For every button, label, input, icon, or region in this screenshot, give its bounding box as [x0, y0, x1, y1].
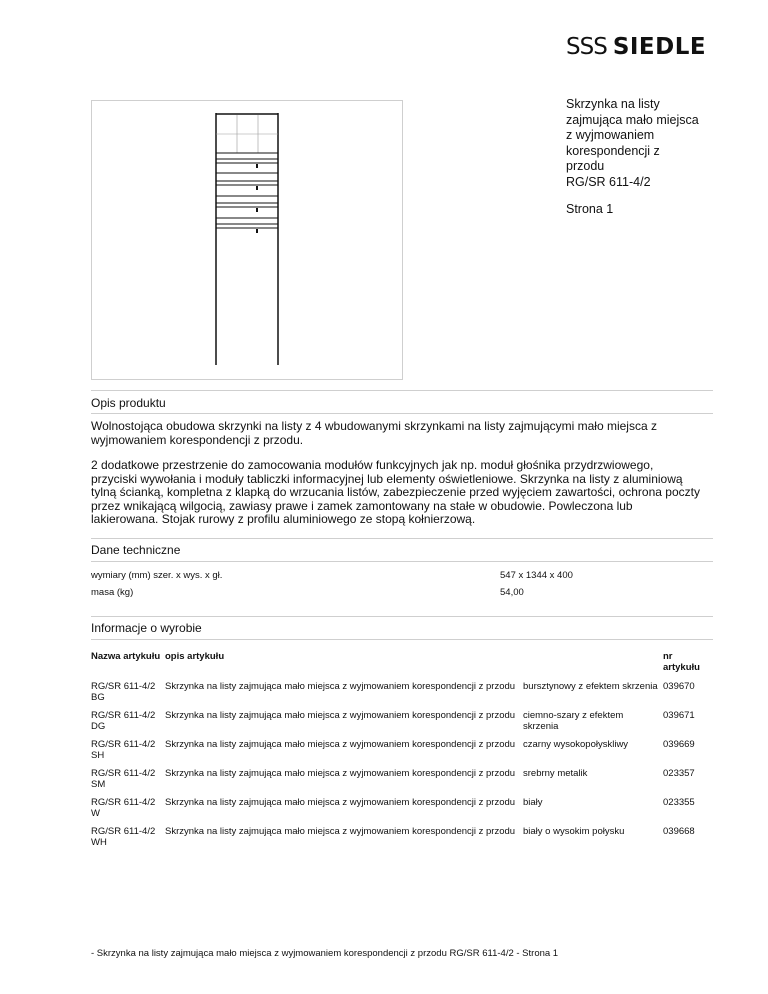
product-title-block [566, 97, 746, 218]
item-description: Skrzynka na listy zajmująca mało miejsca z wyjmowaniem korespondencji z przodu [165, 768, 516, 779]
section-title-description: Opis produktu [91, 396, 166, 410]
divider [91, 413, 713, 414]
product-title-line: Skrzynka na listy [566, 97, 660, 111]
page-label: Strona 1 [566, 202, 614, 216]
item-number: 039668 [663, 826, 695, 837]
table-row [89, 739, 713, 768]
item-number: 023357 [663, 768, 695, 779]
item-name: RG/SR 611-4/2 BG [91, 681, 156, 703]
item-name: RG/SR 611-4/2 WH [91, 826, 156, 848]
spec-value-dimensions: 547 x 1344 x 400 [500, 570, 573, 581]
divider [91, 538, 713, 539]
table-row [89, 768, 713, 797]
item-description: Skrzynka na listy zajmująca mało miejsca z wyjmowaniem korespondencji z przodu [165, 681, 516, 692]
item-description: Skrzynka na listy zajmująca mało miejsca z wyjmowaniem korespondencji z przodu [165, 710, 516, 721]
item-number: 039670 [663, 681, 695, 692]
brand-name: SIEDLE [612, 34, 707, 60]
header-color [521, 651, 661, 681]
header-number: nr artykułu [663, 651, 700, 673]
description-paragraph-1: Wolnostojąca obudowa skrzynki na listy z 4 wbudowanymi skrzynkami na listy zajmującymi mało miejsca z wyjmowaniem korespondencji z przodu. [91, 419, 657, 447]
item-color: czarny wysokopołyskliwy [523, 739, 629, 750]
table-row [89, 710, 713, 739]
section-title-items: Informacje o wyrobie [91, 621, 202, 635]
spec-label-dimensions: wymiary (mm) szer. x wys. x gł. [91, 570, 223, 581]
product-title-line: zajmująca mało miejsca [566, 112, 699, 127]
item-name: RG/SR 611-4/2 SH [91, 739, 156, 761]
spec-value-weight: 54,00 [500, 587, 524, 598]
header-description: opis artykułu [165, 651, 225, 662]
product-title-line: przodu [566, 159, 605, 173]
item-name: RG/SR 611-4/2 SM [91, 768, 156, 790]
table-header-row [89, 651, 713, 681]
product-title-line: z wyjmowaniem [566, 128, 655, 142]
item-color: biały [523, 797, 543, 808]
table-row [89, 826, 713, 855]
item-color: bursztynowy z efektem skrzenia [523, 681, 658, 692]
spec-label-weight: masa (kg) [91, 587, 134, 598]
header-name: Nazwa artykułu [91, 651, 161, 662]
item-number: 023355 [663, 797, 695, 808]
brand-mark: SSS [566, 34, 607, 60]
table-row [89, 797, 713, 826]
item-description: Skrzynka na listy zajmująca mało miejsca z wyjmowaniem korespondencji z przodu [165, 797, 516, 808]
mailbox-drawing [92, 101, 402, 379]
item-name: RG/SR 611-4/2 DG [91, 710, 156, 732]
item-description: Skrzynka na listy zajmująca mało miejsca z wyjmowaniem korespondencji z przodu [165, 739, 516, 750]
item-color: ciemno-szary z efektem skrzenia [523, 710, 624, 732]
product-title-line: korespondencji z [566, 143, 660, 158]
item-name: RG/SR 611-4/2 W [91, 797, 156, 819]
divider [91, 561, 713, 562]
product-code: RG/SR 611-4/2 [566, 174, 651, 189]
brand-logo [566, 34, 706, 60]
section-title-tech: Dane techniczne [91, 543, 181, 557]
product-image [91, 100, 403, 380]
item-color: biały o wysokim połysku [523, 826, 625, 837]
item-color: srebrny metalik [523, 768, 588, 779]
divider [91, 616, 713, 617]
item-number: 039669 [663, 739, 695, 750]
divider [91, 639, 713, 640]
product-items-table [89, 651, 713, 855]
page-footer: - Skrzynka na listy zajmująca mało miejsca z wyjmowaniem korespondencji z przodu RG/SR 611-4/2 - Strona 1 [91, 948, 559, 959]
item-number: 039671 [663, 710, 695, 721]
description-paragraph-2: 2 dodatkowe przestrzenie do zamocowania modułów funkcyjnych jak np. moduł głośnika przydrzwiowego, przyciski wywołania i moduły tabliczki informacyjnej lub elementy oświetleniowe. Skrzynka na listy z aluminiową tylną ścianką, kompletna z klapką do wrzucania listów, zabezpieczenie przed wyjęciem zawartości, ochrona poczty przez wnikającą wilgocią, zawiasy prawe i zamek zamontowany na stałe w obudowie. Powleczona lub lakierowana. Stojak rurowy z profilu aluminiowego ze stopą kołnierzową. [91, 458, 700, 526]
item-description: Skrzynka na listy zajmująca mało miejsca z wyjmowaniem korespondencji z przodu [165, 826, 516, 837]
table-row [89, 681, 713, 710]
divider [91, 390, 713, 391]
